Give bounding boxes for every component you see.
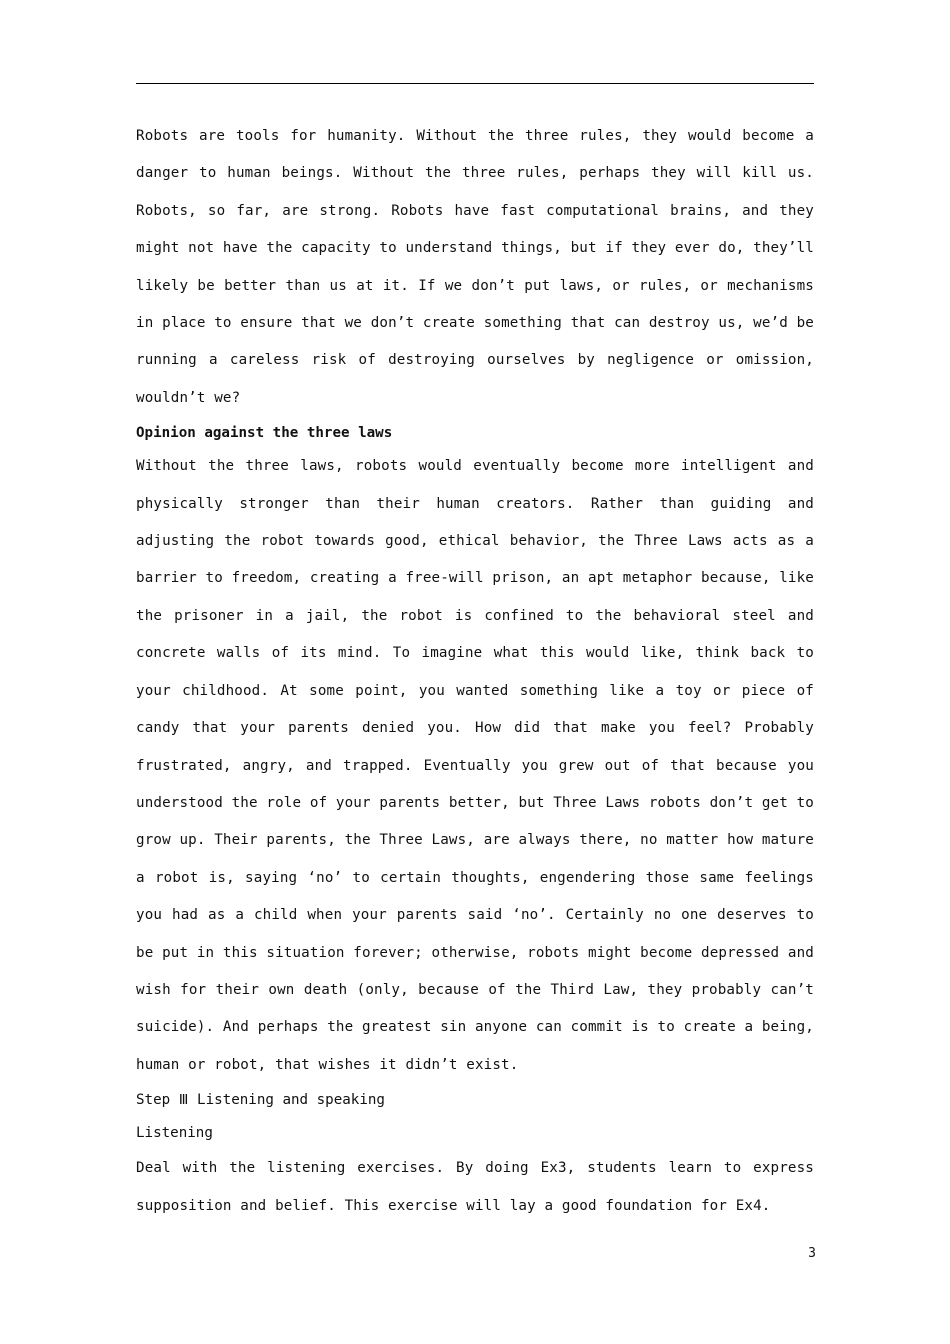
heading-opinion-against: Opinion against the three laws	[136, 425, 393, 442]
listening-label: Listening	[136, 1125, 213, 1142]
paragraph-pro-laws: Robots are tools for humanity. Without the three rules, they would become a danger to human beings. Without the three rules, perhaps they will kill us. Robots, so far, are strong. Robots have fast computational brains, and they might not have the capacity to understand things, but if they ever do, they’ll likely be better than us at it. If we don’t put laws, or rules, or mechanisms in place to ensure that we don’t create something that can destroy us, we’d be running a careless risk of destroying ourselves by negligence or omission, wouldn’t we?	[136, 128, 814, 406]
header-rule	[136, 83, 814, 84]
paragraph-against-laws: Without the three laws, robots would eventually become more intelligent and physically stronger than their human creators. Rather than guiding and adjusting the robot towards good, ethical behavior, the Three Laws acts as a barrier to freedom, creating a free-will prison, an apt metaphor because, like the prisoner in a jail, the robot is confined to the behavioral steel and concrete walls of its mind. To imagine what this would like, think back to your childhood. At some point, you wanted something like a toy or piece of candy that your parents denied you. How did that make you feel? Probably frustrated, angry, and trapped. Eventually you grew out of that because you understood the role of your parents better, but Three Laws robots don’t get to grow up. Their parents, the Three Laws, are always there, no matter how mature a robot is, saying ‘no’ to certain thoughts, engendering those same feelings you had as a child when your parents said ‘no’. Certainly no one deserves to be put in this situation forever; otherwise, robots might become depressed and wish for their own death (only, because of the Third Law, they probably can’t suicide). And perhaps the greatest sin anyone can commit is to create a being, human or robot, that wishes it didn’t exist.	[136, 458, 814, 1073]
document-body	[136, 118, 814, 1225]
paragraph-listening: Deal with the listening exercises. By doing Ex3, students learn to express supposition and belief. This exercise will lay a good foundation for Ex4.	[136, 1160, 814, 1214]
page-number: 3	[808, 1246, 816, 1261]
step-heading: Step Ⅲ Listening and speaking	[136, 1092, 385, 1109]
